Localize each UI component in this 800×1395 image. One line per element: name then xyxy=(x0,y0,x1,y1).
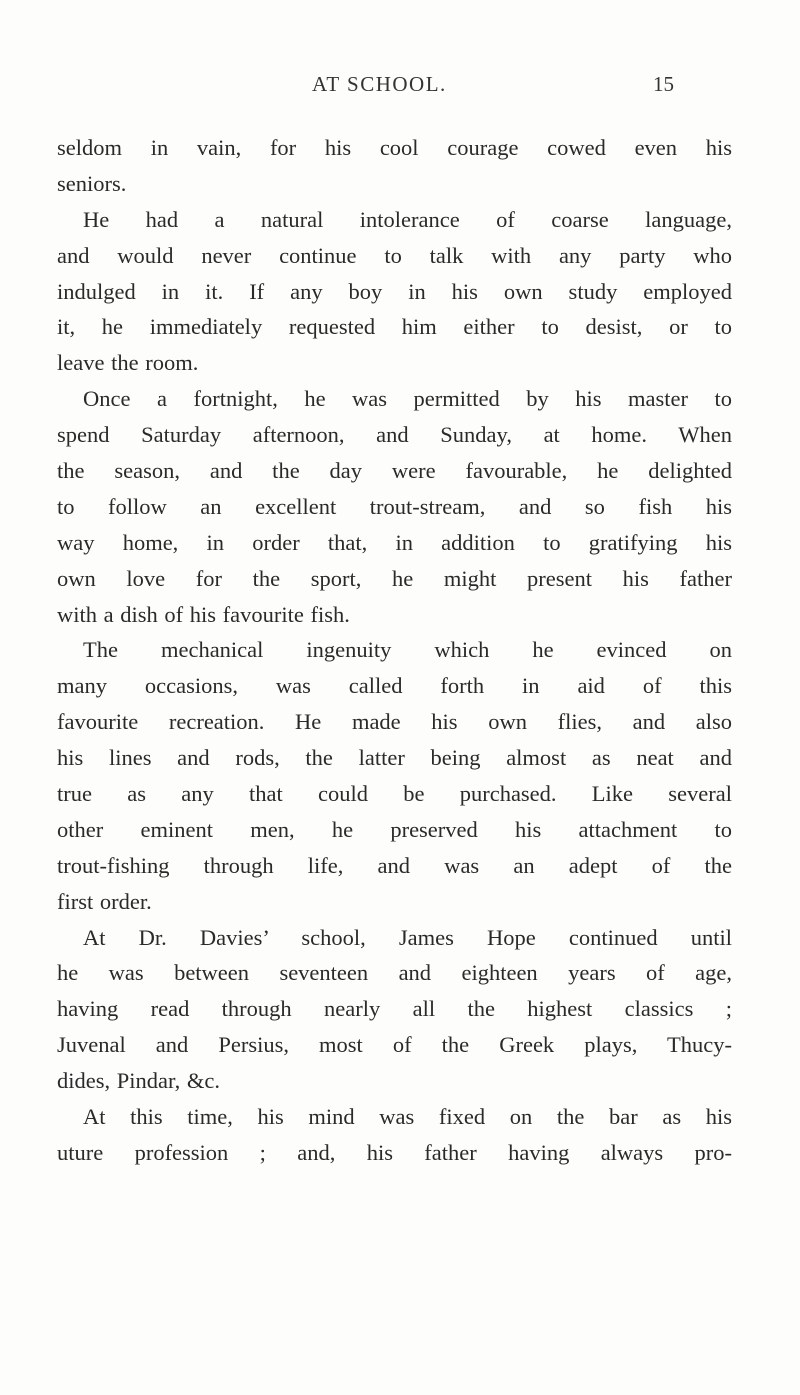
text-line: favourite recreation. He made his own flies, and also xyxy=(57,709,732,735)
text-line: with a dish of his favourite fish. xyxy=(57,601,350,627)
text-line: Juvenal and Persius, most of the Greek plays, Thucy- xyxy=(57,1032,732,1058)
body-text xyxy=(57,130,732,1171)
text-line: many occasions, was called forth in aid of this xyxy=(57,673,732,699)
text-line: true as any that could be purchased. Like several xyxy=(57,781,732,807)
text-line: spend Saturday afternoon, and Sunday, at home. When xyxy=(57,422,732,448)
text-line: seniors. xyxy=(57,170,127,196)
text-line: own love for the sport, he might present his father xyxy=(57,565,732,591)
text-line: seldom in vain, for his cool courage cowed even his xyxy=(57,135,732,160)
text-line: the season, and the day were favourable, he delighted xyxy=(57,458,732,484)
text-line: At this time, his mind was fixed on the bar as his xyxy=(83,1104,732,1130)
text-line: he was between seventeen and eighteen years of age, xyxy=(57,960,732,986)
running-title: AT SCHOOL. xyxy=(312,72,447,96)
text-line: and would never continue to talk with any party who xyxy=(57,242,732,268)
page-number: 15 xyxy=(653,72,674,96)
text-line: to follow an excellent trout-stream, and so fish his xyxy=(57,493,732,519)
text-line: He had a natural intolerance of coarse language, xyxy=(83,206,732,232)
running-head xyxy=(0,72,800,102)
text-line: trout-fishing through life, and was an adept of the xyxy=(57,852,732,878)
text-line: At Dr. Davies’ school, James Hope continued until xyxy=(83,924,732,950)
text-line: it, he immediately requested him either to desist, or to xyxy=(57,314,732,340)
text-line: first order. xyxy=(57,888,152,914)
text-line: his lines and rods, the latter being almost as neat and xyxy=(57,745,732,771)
text-line: uture profession ; and, his father having always pro- xyxy=(57,1139,732,1165)
text-line: indulged in it. If any boy in his own study employed xyxy=(57,278,732,304)
text-line: having read through nearly all the highest classics ; xyxy=(57,996,732,1022)
text-line: dides, Pindar, &c. xyxy=(57,1068,220,1094)
text-line: The mechanical ingenuity which he evinced on xyxy=(83,637,732,663)
text-line: way home, in order that, in addition to gratifying his xyxy=(57,529,732,555)
text-line: other eminent men, he preserved his attachment to xyxy=(57,816,732,842)
text-line: Once a fortnight, he was permitted by his master to xyxy=(83,386,732,412)
text-line: leave the room. xyxy=(57,350,199,376)
